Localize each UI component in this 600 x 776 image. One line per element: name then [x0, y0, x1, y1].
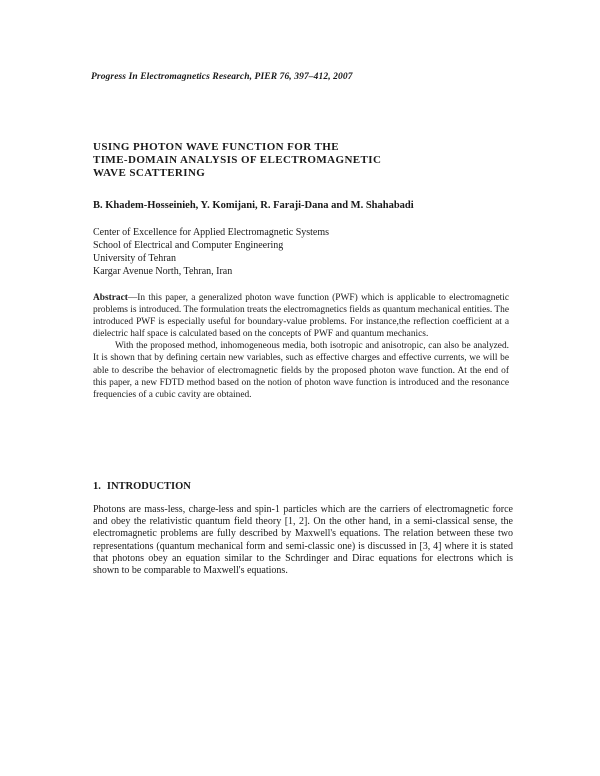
paper-title — [93, 141, 513, 180]
abstract-paragraph — [93, 292, 509, 340]
title-line: WAVE SCATTERING — [93, 167, 206, 179]
author-list: B. Khadem-Hosseinieh, Y. Komijani, R. Faraji-Dana and M. Shahabadi — [93, 200, 414, 211]
journal-citation: Progress In Electromagnetics Research, PIER 76, 397–412, 2007 — [91, 72, 353, 82]
affiliation-line: University of Tehran — [93, 253, 176, 264]
section-heading — [93, 481, 191, 492]
body-paragraph: Photons are mass-less, charge-less and spin-1 particles which are the carriers of electromagnetic force and obey the relativistic quantum field theory [1, 2]. On the other hand, in a semi-classical sense, the electromagnetic problems are fully described by Maxwell's equations. The relation between these two representations (quantum mechanical form and semi-classic one) is discussed in [3, 4] where it is stated that photons obey an equation similar to the Schrdinger and Dirac equations for electrons which is shown to be comparable to Maxwell's equations. — [93, 504, 513, 577]
title-line: TIME-DOMAIN ANALYSIS OF ELECTROMAGNETIC — [93, 154, 382, 166]
abstract-paragraph: With the proposed method, inhomogeneous media, both isotropic and anisotropic, can also be analyzed. It is shown that by defining certain new variables, such as effective charges and effective currents, we will be able to describe the behavior of electromagnetic fields by the proposed photon wave function. At the end of this paper, a new FDTD method based on the notion of photon wave function is introduced and the resonance frequencies of a cubic cavity are obtained. — [93, 341, 509, 400]
affiliation-line: Kargar Avenue North, Tehran, Iran — [93, 266, 233, 277]
title-line: USING PHOTON WAVE FUNCTION FOR THE — [93, 141, 339, 153]
affiliation — [93, 226, 329, 278]
section-number: 1. — [93, 481, 101, 492]
affiliation-line: Center of Excellence for Applied Electromagnetic Systems — [93, 227, 330, 238]
section-title: INTRODUCTION — [106, 481, 191, 492]
affiliation-line: School of Electrical and Computer Engineering — [93, 240, 284, 251]
abstract-text: —In this paper, a generalized photon wave function (PWF) which is applicable to electromagnetic problems is introduced. The formulation treats the electromagnetics fields as quantum mechanical entities. The introduced PWF is especially useful for boundary-value problems. For instance,the reflection coefficient at a dielectric half space is calculated based on the concepts of PWF and quantum mechanics. — [93, 293, 509, 340]
abstract — [93, 292, 509, 401]
abstract-label: Abstract — [93, 293, 128, 303]
introduction-body — [93, 504, 513, 577]
